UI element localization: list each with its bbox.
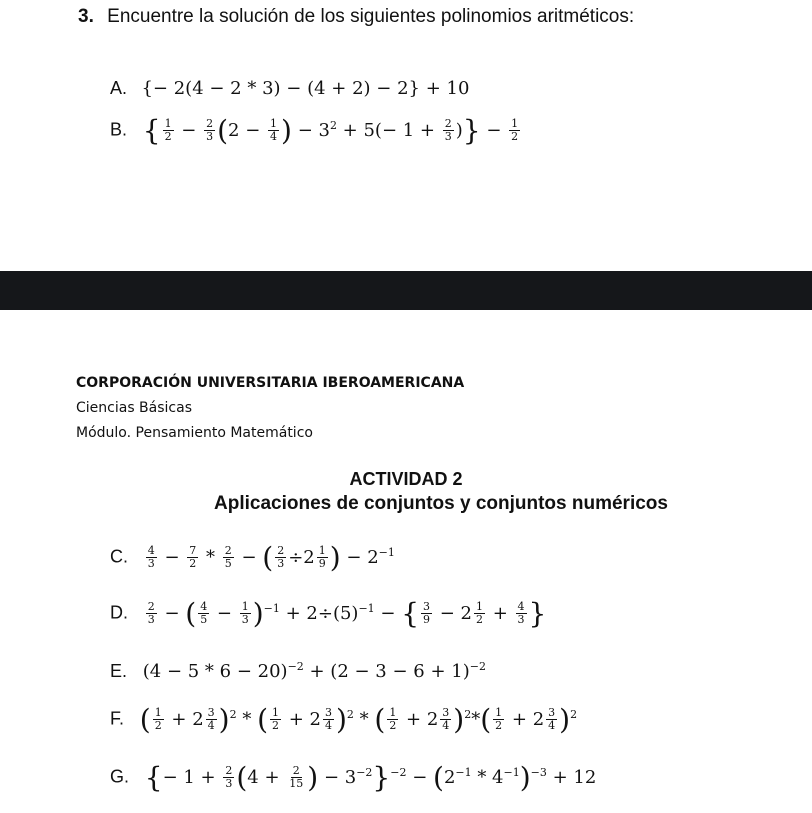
question-heading bbox=[78, 6, 634, 28]
problem-d bbox=[110, 596, 547, 630]
problem-label: F. bbox=[110, 708, 125, 729]
problem-label: B. bbox=[110, 119, 128, 140]
activity-title: ACTIVIDAD 2 bbox=[349, 469, 463, 489]
problem-label: G. bbox=[110, 766, 130, 787]
problem-g bbox=[110, 760, 597, 794]
module-name: Módulo. Pensamiento Matemático bbox=[76, 425, 313, 441]
problem-expression: ( $\frac{1}{2}$ + 2 $\frac{3}{4}$ )$^2$ * ( $\frac{1}{2}$ + 2 $\frac{3}{4}$ )$^2$ * ( $\frac{1}{2}$ + 2 $\frac{3}{4}$ )$^2$*( $\frac{1}{2}$ + 2 $\frac{3}{4}$ )$^2$ bbox=[139, 702, 578, 736]
page-separator-band bbox=[0, 271, 812, 310]
problem-label: D. bbox=[110, 602, 128, 623]
problem-label: C. bbox=[110, 546, 128, 567]
problem-e bbox=[110, 660, 486, 682]
problem-label: E. bbox=[110, 661, 128, 681]
activity-subtitle: Aplicaciones de conjuntos y conjuntos numéricos bbox=[214, 493, 668, 514]
question-title: Encuentre la solución de los siguientes polinomios aritméticos: bbox=[107, 6, 635, 27]
problem-c bbox=[110, 540, 395, 574]
problem-label: A. bbox=[110, 78, 128, 98]
problem-expression: {− 1 + $\frac{2}{3}$ (4 + $\frac{2}{15}$ ) − $3^{-2}\}^{-2} - (2^{-1} * 4^{-1})^{-3} + 12$ bbox=[144, 760, 597, 794]
problem-a bbox=[110, 78, 469, 99]
question-number: 3. bbox=[78, 6, 94, 27]
problem-expression: $(4 - 5 * 6 - 20)^{-2} + (2 - 3 - 6 + 1)^{-2}$ bbox=[142, 660, 486, 682]
problem-expression: {− 2(4 − 2 * 3) − (4 + 2) − 2} + 10 bbox=[141, 78, 470, 99]
problem-f bbox=[110, 702, 578, 736]
institution-name: CORPORACIÓN UNIVERSITARIA IBEROAMERICANA bbox=[76, 375, 465, 391]
problem-expression: { $\frac{1}{2}$ − $\frac{2}{3}$ (2 − $\frac{1}{4}$ ) − $3^2 + 5(- 1$ + $\frac{2}{3}$ )} − $\frac{1}{2}$ bbox=[142, 113, 519, 147]
problem-expression: $\frac{2}{3}$ − ( $\frac{4}{5}$ − $\frac{1}{3}$ )$^{-1} + 2\div(5)^{-1}$ − { $\frac{3}{9}$ − 2 $\frac{1}{2}$ + $\frac{4}{3}$ } bbox=[147, 596, 547, 630]
department-name: Ciencias Básicas bbox=[76, 400, 192, 416]
problem-expression: $\frac{4}{3}$ − $\frac{7}{2}$ * $\frac{2}{5}$ − ( $\frac{2}{3}$ ÷2 $\frac{1}{9}$ ) − $2^{-1}$ bbox=[147, 540, 395, 574]
problem-b bbox=[110, 113, 522, 147]
